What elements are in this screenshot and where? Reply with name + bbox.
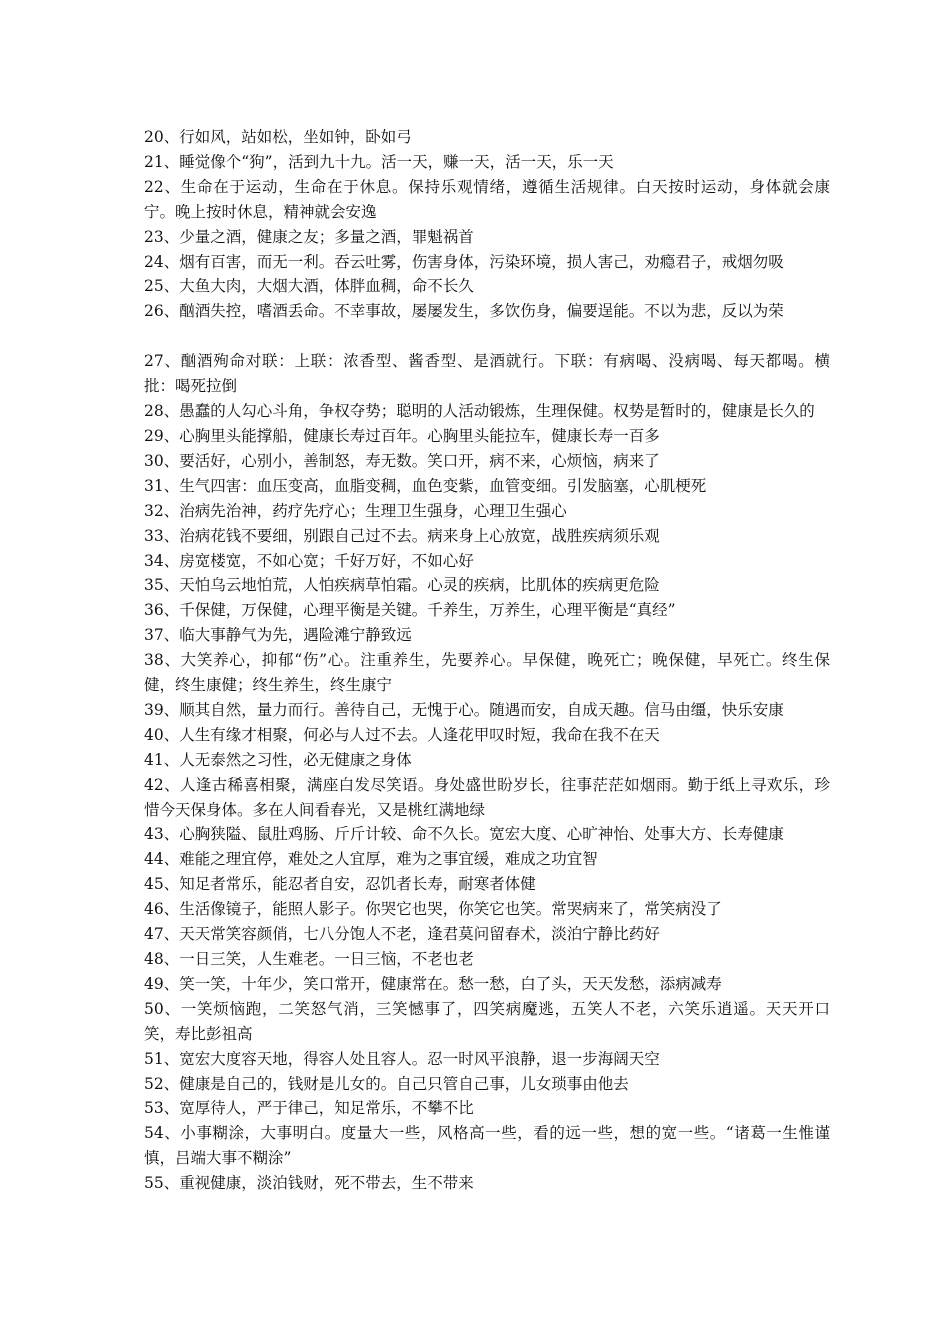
saying-55: 55、重视健康，淡泊钱财，死不带去，生不带来: [144, 1174, 474, 1193]
saying-30: 30、要活好，心别小，善制怒，寿无数。笑口开，病不来，心烦恼，病来了: [144, 451, 660, 470]
saying-25: 25、大鱼大肉，大烟大酒，体胖血稠，命不长久: [144, 277, 474, 296]
saying-28: 28、愚蠢的人勾心斗角，争权夺势；聪明的人活动锻炼，生理保健。权势是暂时的，健康是长久的: [144, 402, 815, 421]
saying-31: 31、生气四害：血压变高，血脂变稠，血色变紫，血管变细。引发脑塞，心肌梗死: [144, 476, 707, 495]
saying-21: 21、睡觉像个“狗”，活到九十九。活一天，赚一天，活一天，乐一天: [144, 152, 614, 171]
saying-20: 20、行如风，站如松，坐如钟，卧如弓: [144, 128, 412, 146]
saying-51: 51、宽宏大度容天地，得容人处且容人。忍一时风平浪静，退一步海阔天空: [144, 1049, 660, 1068]
saying-34: 34、房宽楼宽，不如心宽；千好万好，不如心好: [144, 551, 474, 570]
saying-47: 47、天天常笑容颜俏，七八分饱人不老，逢君莫问留春术，淡泊宁静比药好: [144, 925, 660, 944]
document-body: [144, 125, 830, 1196]
saying-43: 43、心胸狭隘、鼠肚鸡肠、斤斤计较、命不久长。宽宏大度、心旷神怡、处事大方、长寿健康: [144, 825, 784, 844]
saying-22: 22、生命在于运动，生命在于休息。保持乐观情绪，遵循生活规律。白天按时运动，身体就会康宁。晚上按时休息，精神就会安逸: [144, 177, 830, 221]
saying-44: 44、难能之理宜停，难处之人宜厚，难为之事宜缓，难成之功宜智: [144, 850, 598, 869]
saying-36: 36、千保健，万保健，心理平衡是关键。千养生，万养生，心理平衡是“真经”: [144, 601, 676, 620]
saying-38: 38、大笑养心，抑郁“伤”心。注重养生，先要养心。早保健，晚死亡；晚保健，早死亡。终生保健，终生康健；终生养生，终生康宁: [144, 651, 830, 695]
saying-35: 35、天怕乌云地怕荒，人怕疾病草怕霜。心灵的疾病，比肌体的疾病更危险: [144, 576, 660, 595]
saying-49: 49、笑一笑，十年少，笑口常开，健康常在。愁一愁，白了头，天天发愁，添病减寿: [144, 974, 722, 993]
saying-46: 46、生活像镜子，能照人影子。你哭它也哭，你笑它也笑。常哭病来了，常笑病没了: [144, 900, 722, 919]
saying-54: 54、小事糊涂，大事明白。度量大一些，风格高一些，看的远一些，想的宽一些。“诸葛一生惟谨慎，吕端大事不糊涂”: [144, 1124, 830, 1168]
saying-39: 39、顺其自然，量力而行。善待自己，无愧于心。随遇而安，自成天趣。信马由缰，快乐安康: [144, 700, 784, 719]
saying-27: 27、酗酒殉命对联：上联：浓香型、酱香型、是酒就行。下联：有病喝、没病喝、每天都喝。横批：喝死拉倒: [144, 352, 830, 396]
saying-48: 48、一日三笑，人生难老。一日三恼，不老也老: [144, 950, 474, 968]
saying-52: 52、健康是自己的，钱财是儿女的。自己只管自己事，儿女琐事由他去: [144, 1074, 629, 1093]
saying-33: 33、治病花钱不要细，别跟自己过不去。病来身上心放宽，战胜疾病须乐观: [144, 526, 660, 545]
saying-32: 32、治病先治神，药疗先疗心；生理卫生强身，心理卫生强心: [144, 501, 567, 520]
saying-41: 41、人无泰然之习性，必无健康之身体: [144, 750, 412, 769]
saying-42: 42、人逢古稀喜相聚，满座白发尽笑语。身处盛世盼岁长，往事茫茫如烟雨。勤于纸上寻欢乐，珍惜今天保身体。多在人间看春光，又是桃红满地绿: [144, 775, 830, 819]
saying-26: 26、酗酒失控，嗜酒丢命。不幸事故，屡屡发生，多饮伤身，偏要逞能。不以为悲，反以为荣: [144, 302, 784, 321]
saying-53: 53、宽厚待人，严于律己，知足常乐，不攀不比: [144, 1099, 474, 1118]
paragraph-gap: [144, 324, 830, 349]
saying-24: 24、烟有百害，而无一利。吞云吐雾，伤害身体，污染环境，损人害己，劝瘾君子，戒烟勿吸: [144, 252, 784, 271]
saying-29: 29、心胸里头能撑船，健康长寿过百年。心胸里头能拉车，健康长寿一百多: [144, 426, 660, 445]
saying-45: 45、知足者常乐，能忍者自安，忍饥者长寿，耐寒者体健: [144, 875, 536, 894]
saying-40: 40、人生有缘才相聚，何必与人过不去。人逢花甲叹时短，我命在我不在天: [144, 725, 660, 744]
saying-37: 37、临大事静气为先，遇险滩宁静致远: [144, 626, 412, 645]
saying-23: 23、少量之酒，健康之友；多量之酒，罪魁祸首: [144, 227, 474, 246]
saying-50: 50、一笑烦恼跑，二笑怒气消，三笑憾事了，四笑病魔逃，五笑人不老，六笑乐逍遥。天天开口笑，寿比彭祖高: [144, 999, 830, 1043]
